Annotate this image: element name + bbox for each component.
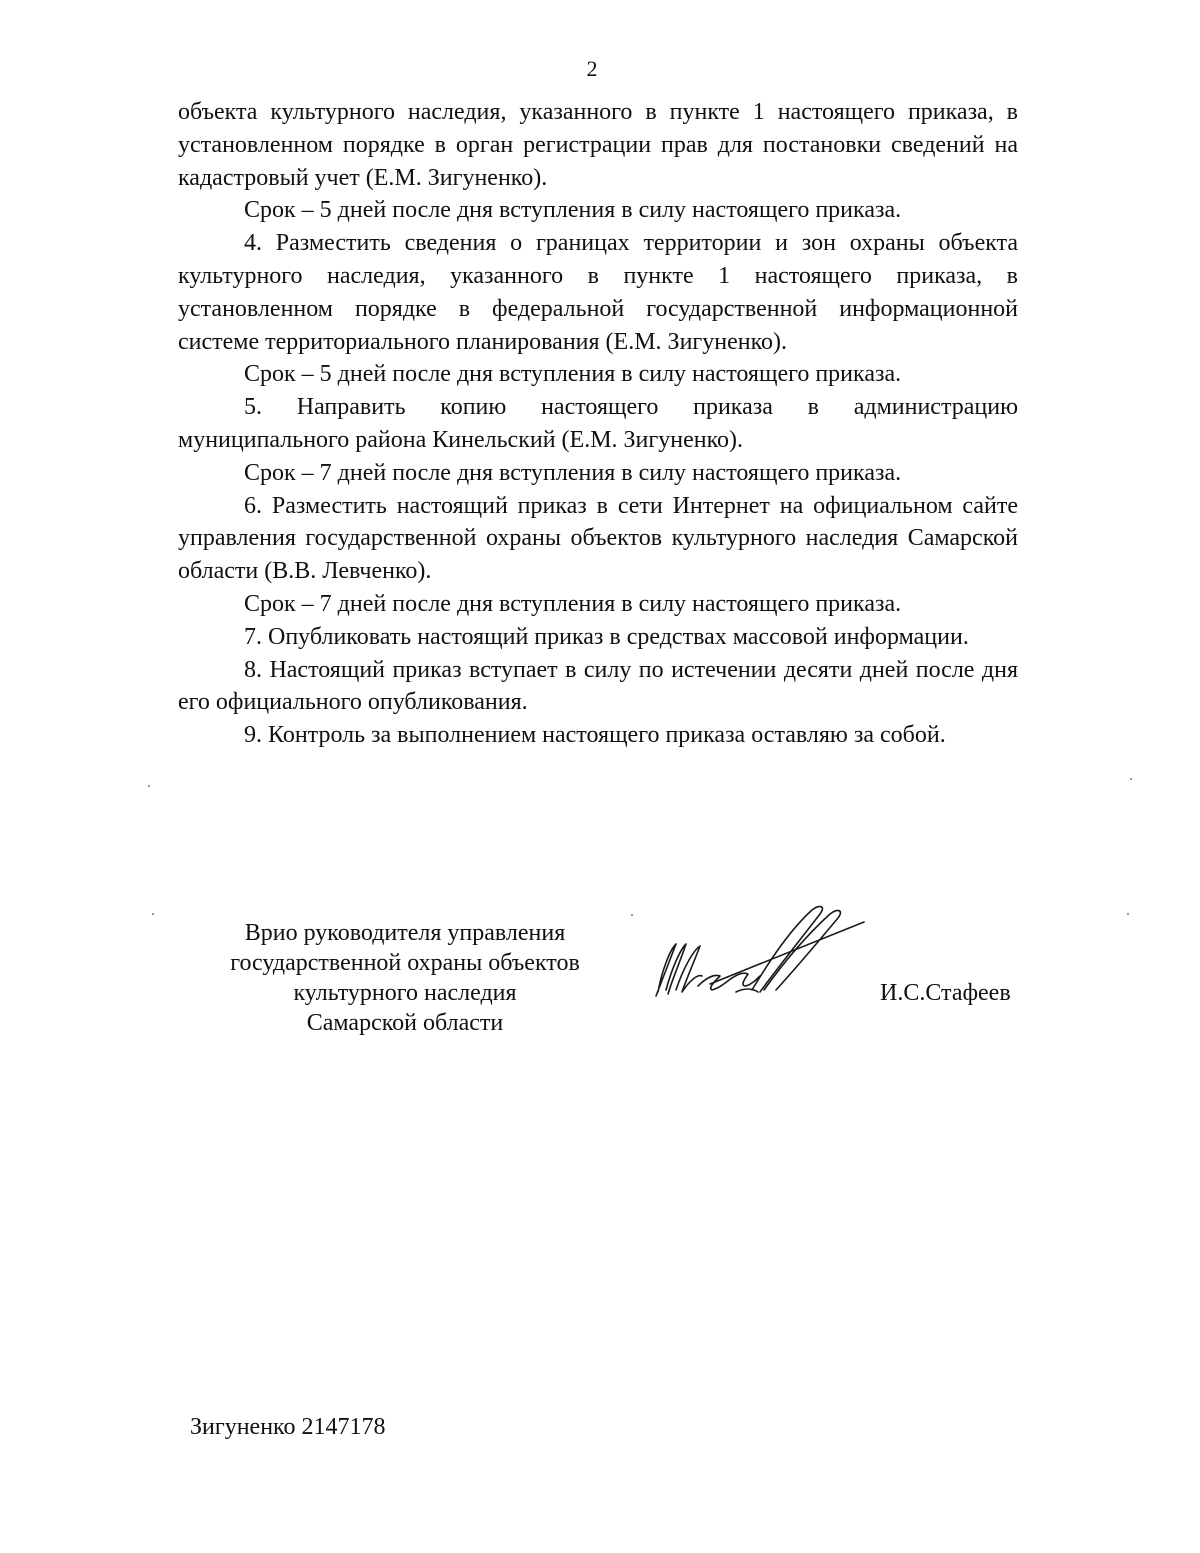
paragraph-item-9: 9. Контроль за выполнением настоящего приказа оставляю за собой. [244, 722, 946, 749]
scan-speck [1130, 778, 1132, 780]
signatory-title-line: Самарской области [306, 1010, 504, 1036]
scan-speck [148, 785, 150, 787]
paragraph-item-6: 6. Разместить настоящий приказ в сети Интернет на официальном сайте управления государственной охраны объектов культурного наследия Самарской области (В.В. Левченко). [178, 492, 1018, 585]
signatory-title-line: государственной охраны объектов [230, 950, 580, 976]
signatory-title-line: Врио руководителя управления [244, 920, 566, 946]
signatory-title-line: культурного наследия [293, 980, 517, 1006]
paragraph-cadastral: объекта культурного наследия, указанного в пункте 1 настоящего приказа, в установленном порядке в орган регистрации прав для постановки сведений на кадастровый учет (Е.М. Зигуненко). [178, 99, 1018, 191]
page-number: 2 [586, 56, 598, 81]
scan-speck [152, 913, 154, 915]
paragraph-deadline-3: Срок – 7 дней после дня вступления в силу настоящего приказа. [244, 459, 902, 486]
scan-speck [631, 914, 633, 916]
signer-name: И.С.Стафеев [880, 980, 1011, 1006]
paragraph-item-8: 8. Настоящий приказ вступает в силу по истечении десяти дней после дня его официального опубликования. [178, 656, 1018, 716]
paragraph-deadline-1: Срок – 5 дней после дня вступления в силу настоящего приказа. [244, 197, 902, 224]
paragraph-deadline-4: Срок – 7 дней после дня вступления в силу настоящего приказа. [244, 590, 902, 617]
paragraph-item-4: 4. Разместить сведения о границах территории и зон охраны объекта культурного наследия, указанного в пункте 1 настоящего приказа, в установленном порядке в федеральной государственной информационной системе территориального планирования (Е.М. Зигуненко). [178, 230, 1018, 355]
order-body [178, 96, 1018, 752]
signatory-title [195, 918, 615, 1038]
paragraph-item-7: 7. Опубликовать настоящий приказ в средствах массовой информации. [244, 623, 969, 650]
paragraph-item-5: 5. Направить копию настоящего приказа в администрацию муниципального района Кинельский (Е.М. Зигуненко). [178, 394, 1018, 453]
paragraph-deadline-2: Срок – 5 дней после дня вступления в силу настоящего приказа. [244, 361, 902, 388]
scan-speck [1127, 913, 1129, 915]
handwritten-signature [640, 900, 880, 1020]
executor-note: Зигуненко 2147178 [190, 1414, 386, 1440]
